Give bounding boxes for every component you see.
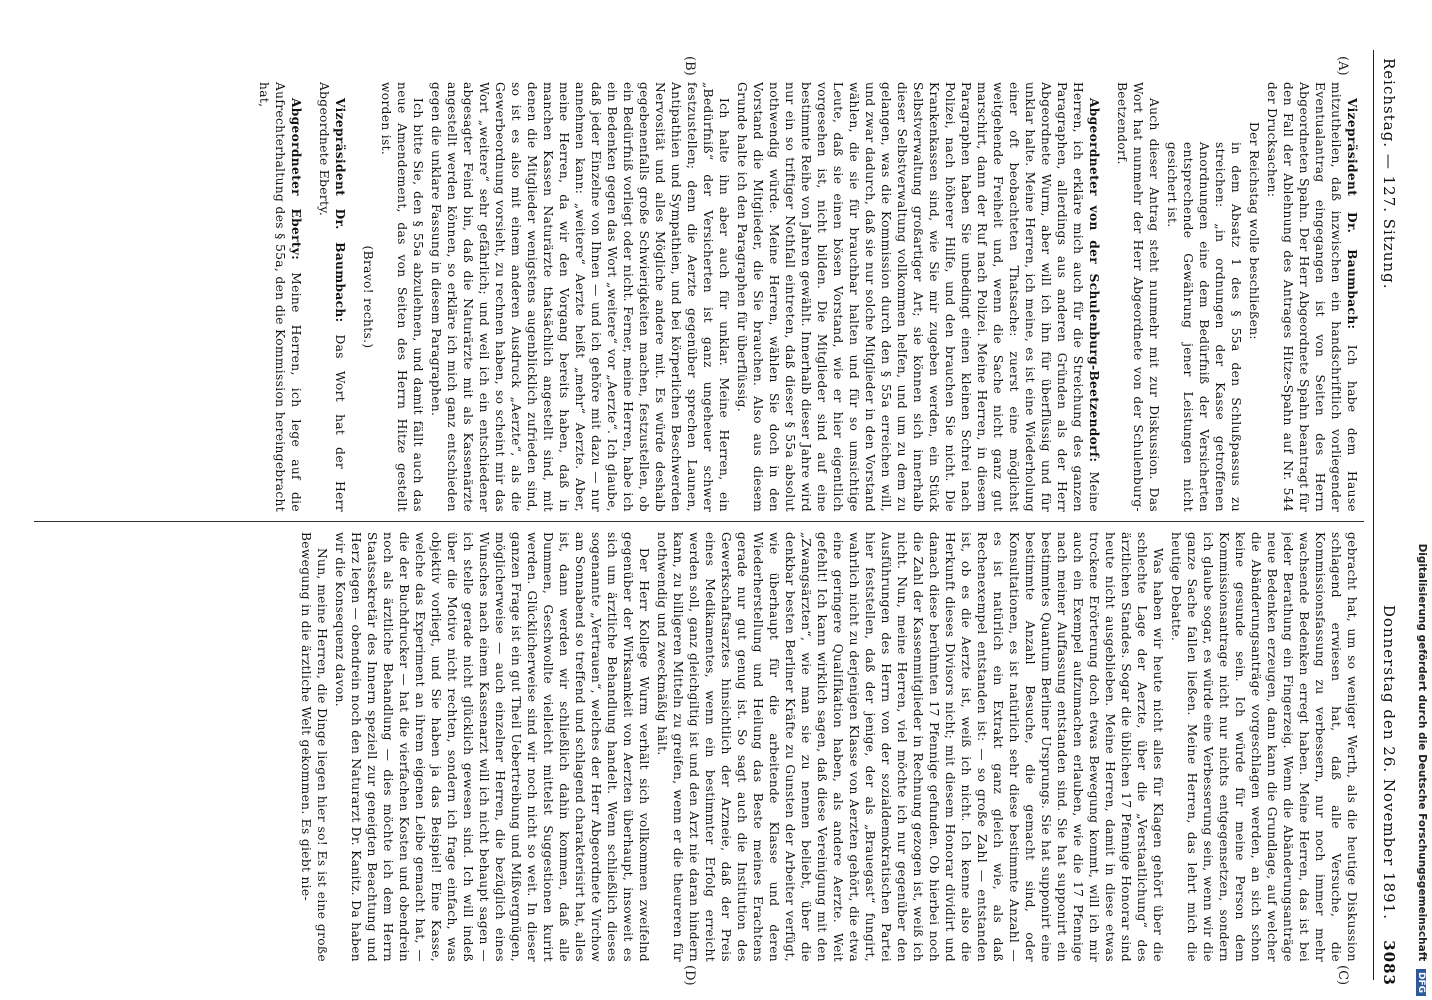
column-divider xyxy=(34,521,1364,522)
paragraph-text: Nun, meine Herren, die Dinge liegen hier so! Es ist eine große Bewegung in die ärztliche Welt gekommen. Es giebt nie- xyxy=(299,532,329,962)
paragraph-text: (Bravo! rechts.) xyxy=(361,245,375,349)
dfg-logo: DFG xyxy=(1416,969,1426,996)
margin-letter-b: (B) xyxy=(682,56,697,76)
paragraph xyxy=(1164,82,1244,512)
paragraph-text: Das Wort hat der Herr Abgeordnete Eberty. xyxy=(317,82,347,512)
paragraph xyxy=(316,82,348,512)
paragraph-text: Was haben wir heute nicht alles für Klagen gehört über die schlechte Lage der Aerzte, über die „Verstaatlichung“ des ärztlichen Standes. Sogar die üblichen 17 Pfennige Honorar sind heute nicht ausgeblieben. Meine Herren, damit in diese etwas trockene Erörterung doch etwas Bewegung kommt, will ich mir auch ein Exempel aufzumachen erlauben, wie die 17 Pfennige nach meiner Auffassung entstanden sind. Sie hat supponirt ein bestimmtes Quantum Berliner Ursprungs. Sie hat supponirt eine bestimmte Anzahl Besuche, die gemacht sind, oder Konsultationen, es ist natürlich sehr diese bestimmte Anzahl — es ist natürlich ein Extrakt ganz gleich wie, als daß Rechenexempel entstanden ist: — so große Zahl — entstanden ist, ob es die Aerzte ist, weiß ich nicht. Ich kenne also die Herkunft dieses Divisors nicht; mit diesem Honorar dividirt und danach diese berühmten 17 Pfennige gefunden. Ob hierbei noch die Zahl der Kassenmitglieder in Rechnung gezogen ist, weiß ich nicht. Nun, meine Herren, viel möchte ich nur gegenüber den Ausführungen des Herrn von der sozialdemokratischen Partei hier feststellen, daß der jenige, der als „Brauegast“ fungirt, wahrlich nicht zu derjenigen Klasse von Aerzten gehört, die etwa eine geringere Qualifikation haben, als andere Aerzte. Weit gefehlt! Ich kann wirklich sagen, daß diese Vereinigung mit den „Zwangsärzten“, wie man sie zu nennen beliebt, über die denkbar besten Berliner Kräfte zu Gunsten der Arbeiter verfügt, wie überhaupt für die arbeitende Klasse und deren Wiederherstellung und Heilung das Beste meines Erachtens gerade nur gut genug ist. So sagt auch die Institution des Gewerkschaftsarztes hinsichtlich der Arzneie, daß der Preis eines Medikamentes, wenn ein bestimmter Erfolg erreicht werden soll, ganz gleichgiltig ist und den Arzt nie daran hindern kann, zu billigeren Mitteln zu greifen, wenn er die theureren für nothwendig und zweckmäßig hält. xyxy=(655,532,1165,962)
paragraph-gap xyxy=(304,82,314,512)
speaker-name: Abgeordneter von der Schulenburg-Beetzendorf: xyxy=(1087,98,1101,463)
paragraph xyxy=(360,82,376,512)
paragraph-text: Ich bitte Sie, den § 55a abzulehnen, und damit fällt auch das neue Amendement, das von Seiten des Herrn Hitze gestellt worden ist. xyxy=(379,82,425,512)
paragraph xyxy=(378,82,426,512)
paragraph xyxy=(256,82,304,512)
paragraph xyxy=(1114,82,1162,512)
paragraph xyxy=(1168,532,1360,962)
paragraph xyxy=(428,82,732,512)
paragraph-gap xyxy=(1102,82,1112,512)
speaker-name: Vizepräsident Dr. Baumbach: xyxy=(1345,98,1359,330)
page-number: 3083 xyxy=(1380,940,1398,986)
margin-letter-c: (C) xyxy=(1335,965,1350,986)
paragraph xyxy=(298,532,330,962)
digitization-credit-text: Digitalisierung gefördert durch die Deutsche Forschungsgemeinschaft xyxy=(1416,543,1428,962)
paragraph xyxy=(734,82,1102,512)
paragraph-text: Meine Herren, ich lege auf die Aufrechterhaltung des § 55a, den die Kommission hereingebracht hat, xyxy=(257,82,303,512)
header-session: Reichstag. — 127. Sitzung. xyxy=(1380,58,1398,290)
paragraph-text: Der Reichstag wolle beschließen: xyxy=(1247,122,1261,340)
header-date: Donnerstag den 26. November 1891. xyxy=(1380,604,1398,920)
paragraph xyxy=(1246,82,1262,512)
margin-letter-a: (A) xyxy=(1335,56,1350,76)
paragraph xyxy=(1264,82,1360,512)
left-column xyxy=(40,82,1360,512)
paragraph-gap xyxy=(348,82,358,512)
paragraph-text: Der Herr Kollege Wurm verhält sich vollkommen zweifelnd gegenüber der Wirksamkeit von Aerzten überhaupt, insoweit es sich um ärztliche Behandlung handelt. Wenn schließlich dieses sogenannte „Vertrauen“, welches der Herr Abgeordnete Virchow am Sonnabend so treffend und schlagend charakterisirt hat, alles ist, dann werden wir schließlich dahin kommen, daß alle Dummen, Geschwollte vielleicht mittelst Suggestionen kurirt werden. Glücklicherweise sind wir noch nicht so weit. In dieser ganzen Frage ist ein gut Theil Uebertreibung und Mißvergnügen, möglicherweise — auch einzelner Herren, die bezüglich eines Wunsches nach einem Kassenarzt will ich nicht behaupt sagen — ich stelle gerade nicht glücklich gewesen sind. Ich will indeß über die Motive nicht rechten, sondern ich frage einfach, was objektiv vorliegt, und Sie haben ja das Beispiel! Eine Kasse, welche das Experiment an ihrem eigenen Leibe gemacht hat, — die der Buchdrucker — hat die vierfachen Kosten und obendrein noch als ärztliche Behandlung — dies möchte ich dem Herrn Staatssekretär des Innern speziell zur geneigten Beachtung und Herz legen — obendrein noch den Naturarzt Dr. Kanitz. Da haben wir die Konsequenz davon. xyxy=(333,532,651,962)
digitization-credit xyxy=(1410,4,1430,996)
speaker-name: Abgeordneter Eberty: xyxy=(289,98,303,261)
paragraph-text: Ich habe dem Hause mitzutheilen, daß inzwischen ein handschriftlich vorliegender Eventualantrag eingegangen ist von Seiten des Herrn Abgeordneten Spahn. Der Herr Abgeordnete Spahn beantragt für den Fall der Ablehnung des Antrages Hitze-Spahn auf Nr. 544 der Drucksachen: xyxy=(1265,82,1359,512)
paragraph xyxy=(654,532,1166,962)
speaker-name: Vizepräsident Dr. Baumbach: xyxy=(333,98,347,323)
paragraph xyxy=(332,532,652,962)
right-column xyxy=(40,532,1360,962)
paragraph-text: Ich halte ihn aber auch für unklar. Meine Herren, ein „Bedürfniß“ der Versicherten ist ganz ungeheuer schwer festzustellen; denn die Aerzte gegenüber sprechen Launen, Antipathien und Sympathien, und bei körperlichen Beschwerden Nervosität und alles Mögliche andere mit. Es würde deshalb gegebenenfalls große Schwierigkeiten machen, festzustellen, ob ein Bedürfniß vorliegt oder nicht. Ferner, meine Herren, habe ich ein Bedenken gegen das Wort „weitere“ vor „Aerzte“. Ich glaube, daß jeder Einzelne von Ihnen — und ich gehöre mit dazu — nur annehmen kann: „weitere“ Aerzte heißt „mehr“ Aerzte. Aber, meine Herren, da wir den Vorgang bereits haben, daß in manchen Kassen Naturärzte thatsächlich angestellt sind, mit denen die Mitglieder wenigstens augenblicklich zufrieden sind, so ist es also mit einem anderen Ausdruck „Aerzte“, als die Gewerbeordnung vorsieht, zu rechnen haben, so scheint mir das Wort „weitere“ sehr gefährlich; und weil ich ein entschiedener abgesagter Feind bin, daß die Naturärzte mit als Kassenärzte angestellt werden können, so erkläre ich mich ganz entschieden gegen die unklare Fassung in diesem Paragraphen. xyxy=(429,82,731,512)
margin-letter-d: (D) xyxy=(682,965,697,986)
paragraph-text: gebracht hat, um so weniger Werth, als die heutige Diskussion schlagend erwiesen hat, daß alle Versuche, die Kommissionsfassung zu verbessern, nur noch immer mehr wachsende Bedenken erregt haben. Meine Herren, das ist bei jeder Berathung ein Fingerzeig. Wenn die Abänderungsanträge neue Bedenken erzeugen, dann kann die Grundlage, auf welcher die Abänderungsanträge vorgeschlagen werden, an sich schon keine gesunde sein. Ich würde für meine Person dem Kommissionsantrage nicht nur nichts entgegensetzen, sondern ich glaube sogar, es würde eine Verbesserung sein, wenn wir die ganze Sache fallen ließen. Meine Herren, das lehrt mich die heutige Debatte. xyxy=(1169,532,1359,962)
paragraph-text: Auch dieser Antrag steht nunmehr mit zur Diskussion. Das Wort hat nunmehr der Herr Abgeordnete von der Schulenburg-Beetzendorf. xyxy=(1115,82,1161,512)
paragraph-text: Meine Herren, ich erkläre mich auch für die Streichung des ganzen Paragraphen, allerdings aus anderen Gründen als der Herr Abgeordnete Wurm, aber will ich ihn für überflüssig und für unklar halte. Meine Herren, ich meine, es ist eine Wiederholung einer oft beobachteten Thatsache: zuerst eine möglichst weitgehende Freiheit und, wenn die Sache nicht ganz gut marschirt, dann der Ruf nach Polizei. Meine Herren, in diesem Paragraphen haben Sie unbedingt einen kleinen Schrei nach Polizei, nach höherer Hilfe, und den brauchen Sie nicht. Die Krankenkassen sind, wie Sie mir zugeben werden, ein Stück Selbstverwaltung großartiger Art; sie können sich innerhalb dieser Selbstverwaltung vollkommen helfen, und um zu dem zu gelangen, was die Kommission durch den § 55a erreichen will, und zwar dadurch, daß sie nur solche Mitglieder in den Vorstand wählen, die sie für brauchbar halten und für so umsichtige Leute, daß sie einen bösen Vorstand, wie er hier eigentlich vorgesehen ist, nicht bilden. Die Mitglieder sind auf eine bestimmte Reihe von Jahren gewählt. Innerhalb dieser Jahre wird nur ein so triftiger Nothfall eintreten, daß dieser § 55a absolut nothwendig würde. Meine Herren, wählen Sie doch in den Vorstand die Mitglieder, die Sie brauchen. Also aus diesem Grunde halte ich den Paragraphen für überflüssig. xyxy=(735,82,1101,512)
paragraph-text: in dem Absatz 1 des § 55a den Schlußpassus zu streichen: „in ordnungen der Kasse getroffenen Anordnungen eine dem Bedürfniß der Versicherten entsprechende Gewährung jener Leistungen nicht gesichert ist. xyxy=(1165,142,1243,512)
header-rule xyxy=(1373,50,1374,980)
